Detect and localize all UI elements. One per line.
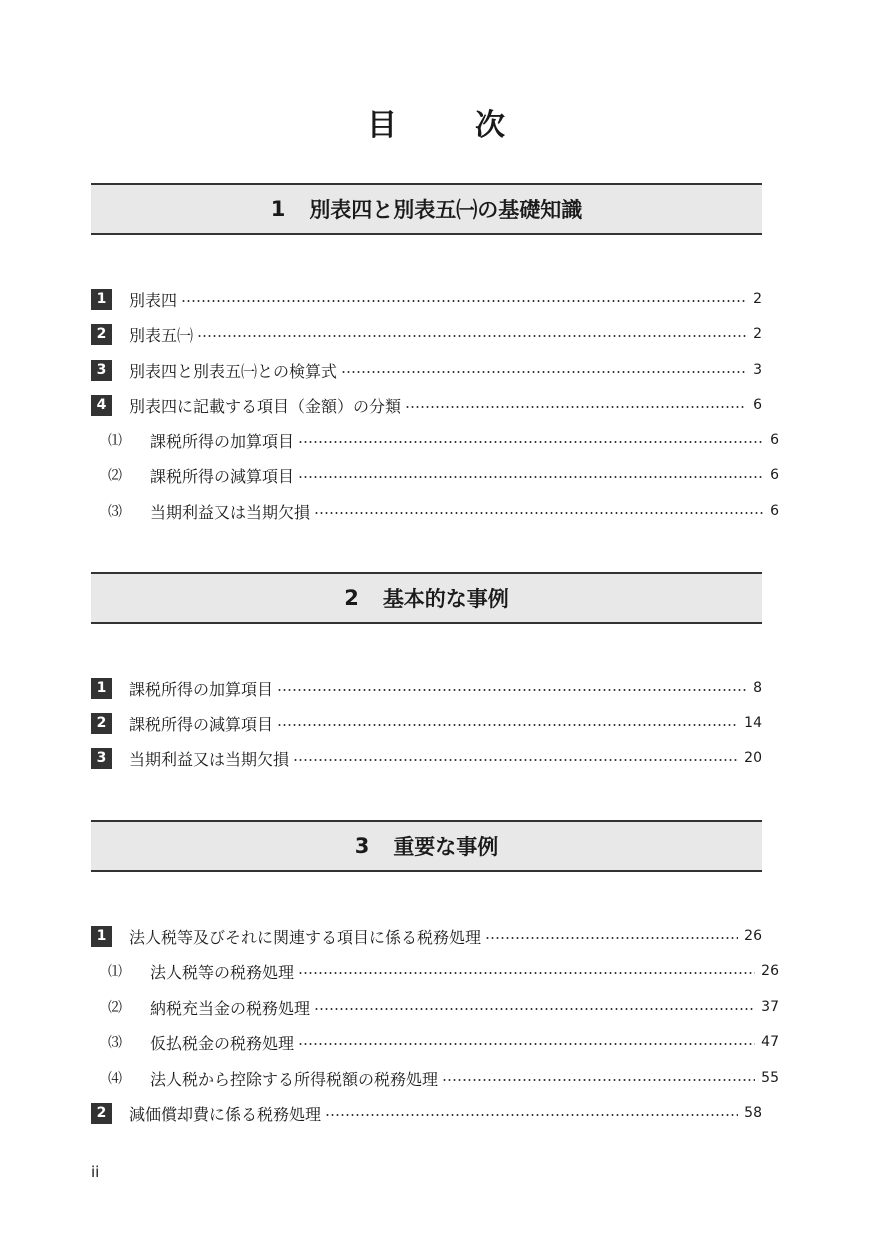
section-title: 別表四と別表五㈠の基礎知識 [309, 198, 583, 222]
page-number: 3 [753, 362, 762, 378]
toc-entry[interactable] [91, 286, 762, 312]
toc-subentry[interactable] [91, 1029, 779, 1055]
entry-label: 仮払税金の税務処理 [150, 1033, 295, 1053]
section-number: 3 [354, 834, 370, 858]
toc-subentry[interactable] [91, 994, 779, 1020]
entry-label: 課税所得の減算項目 [129, 714, 274, 734]
dot-leader [325, 1114, 738, 1116]
subentry-number: ⑴ [108, 964, 122, 980]
toc-entry[interactable] [91, 321, 762, 347]
subentry-number: ⑴ [108, 433, 122, 449]
entry-number-badge: 2 [91, 324, 112, 345]
subentry-number: ⑵ [108, 1000, 122, 1016]
entry-number-badge: 4 [91, 395, 112, 416]
dot-leader [277, 689, 746, 691]
section-number: 1 [270, 197, 286, 221]
toc-entry[interactable] [91, 710, 762, 736]
toc-entry[interactable] [91, 923, 762, 949]
page-number: 2 [753, 326, 762, 342]
dot-leader [314, 1008, 755, 1010]
section-header-3 [91, 820, 762, 872]
page-number: 6 [770, 503, 779, 519]
entry-number-badge: 3 [91, 748, 112, 769]
page-number: 47 [761, 1034, 779, 1050]
entry-label: 法人税等及びそれに関連する項目に係る税務処理 [129, 927, 482, 947]
page-title: 目 次 [367, 108, 529, 143]
toc-subentry[interactable] [91, 958, 779, 984]
toc-subentry[interactable] [91, 462, 779, 488]
section-title: 重要な事例 [393, 835, 499, 859]
entry-label: 法人税から控除する所得税額の税務処理 [150, 1069, 439, 1089]
section-title: 基本的な事例 [382, 587, 509, 611]
toc-entry[interactable] [91, 745, 762, 771]
entry-label: 課税所得の加算項目 [129, 679, 274, 699]
toc-entry[interactable] [91, 1100, 762, 1126]
dot-leader [181, 300, 746, 302]
entry-number-badge: 3 [91, 360, 112, 381]
page-number: 6 [770, 432, 779, 448]
dot-leader [298, 441, 763, 443]
entry-label: 別表四に記載する項目（金額）の分類 [129, 396, 402, 416]
subentry-number: ⑶ [108, 504, 122, 520]
page-number: 6 [753, 397, 762, 413]
page-number: 26 [744, 928, 762, 944]
page-number: 58 [744, 1105, 762, 1121]
page-folio: ii [91, 1163, 100, 1181]
dot-leader [298, 476, 763, 478]
entry-label: 法人税等の税務処理 [150, 962, 295, 982]
page-number: 37 [761, 999, 779, 1015]
page-number: 2 [753, 291, 762, 307]
toc-subentry[interactable] [91, 498, 779, 524]
entry-number-badge: 2 [91, 1103, 112, 1124]
page-number: 6 [770, 467, 779, 483]
dot-leader [442, 1079, 755, 1081]
toc-entry[interactable] [91, 392, 762, 418]
dot-leader [485, 937, 738, 939]
dot-leader [298, 1043, 755, 1045]
toc-subentry[interactable] [91, 1065, 779, 1091]
toc-entry[interactable] [91, 675, 762, 701]
toc-subentry[interactable] [91, 427, 779, 453]
page-number: 20 [744, 750, 762, 766]
dot-leader [197, 335, 746, 337]
section-header-2 [91, 572, 762, 624]
dot-leader [277, 724, 738, 726]
entry-label: 別表四と別表五㈠との検算式 [129, 361, 338, 381]
section-header-1 [91, 183, 762, 235]
dot-leader [298, 972, 755, 974]
toc-entry[interactable] [91, 357, 762, 383]
entry-label: 課税所得の減算項目 [150, 466, 295, 486]
dot-leader [341, 371, 746, 373]
entry-label: 別表五㈠ [129, 325, 194, 345]
page-number: 26 [761, 963, 779, 979]
entry-number-badge: 1 [91, 926, 112, 947]
section-number: 2 [344, 586, 359, 610]
entry-number-badge: 1 [91, 678, 112, 699]
subentry-number: ⑶ [108, 1035, 122, 1051]
entry-label: 減価償却費に係る税務処理 [129, 1104, 322, 1124]
entry-label: 当期利益又は当期欠損 [150, 502, 311, 522]
page-number: 8 [753, 680, 762, 696]
page-number: 55 [761, 1070, 779, 1086]
entry-label: 課税所得の加算項目 [150, 431, 295, 451]
entry-label: 納税充当金の税務処理 [150, 998, 311, 1018]
subentry-number: ⑷ [108, 1071, 122, 1087]
entry-number-badge: 1 [91, 289, 112, 310]
entry-number-badge: 2 [91, 713, 112, 734]
subentry-number: ⑵ [108, 468, 122, 484]
dot-leader [314, 512, 763, 514]
entry-label: 当期利益又は当期欠損 [129, 749, 290, 769]
page-number: 14 [744, 715, 762, 731]
dot-leader [405, 406, 746, 408]
entry-label: 別表四 [129, 290, 178, 310]
dot-leader [293, 759, 738, 761]
